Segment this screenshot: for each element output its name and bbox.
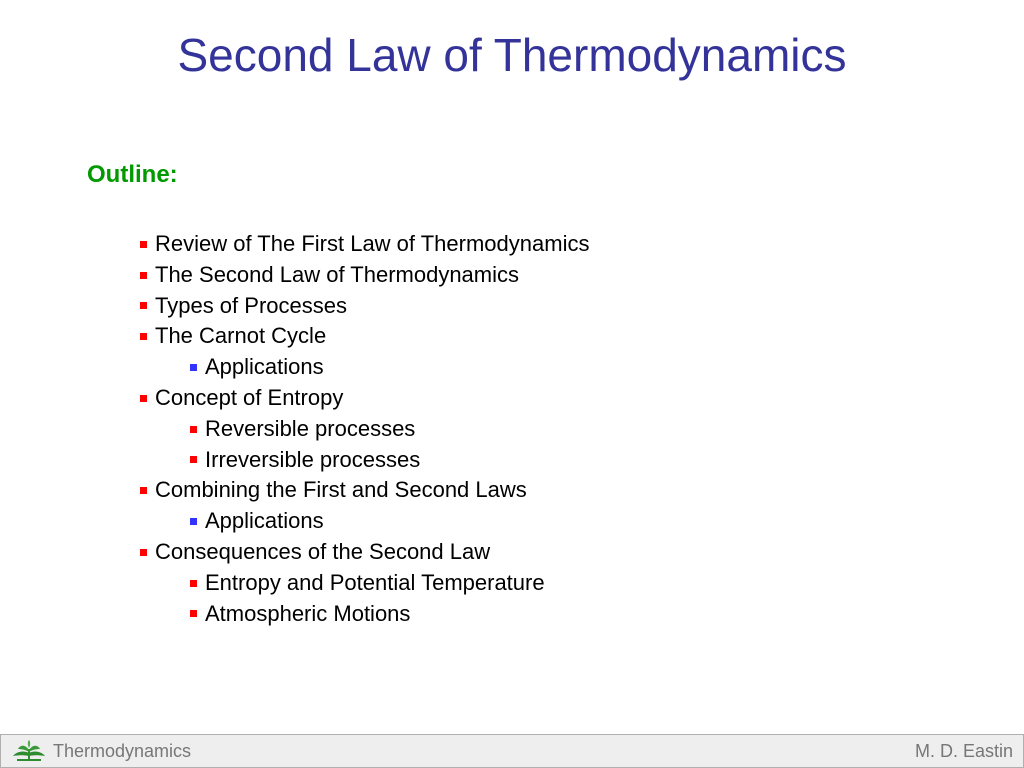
- bullet-icon: [140, 487, 147, 494]
- outline-item: [140, 537, 589, 568]
- footer-author: M. D. Eastin: [914, 740, 1013, 761]
- outline-item-text: The Carnot Cycle: [155, 323, 327, 349]
- outline-item-text: Reversible processes: [205, 415, 416, 441]
- outline-item-text: Applications: [205, 508, 324, 534]
- bullet-icon: [190, 610, 197, 617]
- outline-item-text: Consequences of the Second Law: [155, 538, 491, 564]
- footer-course-title: Thermodynamics: [53, 740, 192, 761]
- outline-item-text: Combining the First and Second Laws: [155, 477, 527, 503]
- bullet-icon: [190, 456, 197, 463]
- bullet-icon: [190, 426, 197, 433]
- outline-item: [140, 291, 589, 322]
- outline-item: [140, 445, 589, 476]
- green-plant-logo-icon: [11, 740, 47, 762]
- outline-item-text: Entropy and Potential Temperature: [205, 569, 545, 595]
- outline-item: [140, 260, 589, 291]
- bullet-icon: [190, 518, 197, 525]
- bullet-icon: [140, 302, 147, 309]
- bullet-icon: [190, 580, 197, 587]
- bullet-icon: [140, 549, 147, 556]
- outline-item-text: Concept of Entropy: [155, 384, 344, 410]
- outline-item: [140, 568, 589, 599]
- outline-item: [140, 475, 589, 506]
- bullet-icon: [140, 241, 147, 248]
- outline-item-text: Applications: [205, 354, 324, 380]
- outline-item: [140, 383, 589, 414]
- outline-heading: Outline:: [87, 161, 178, 188]
- outline-item-text: The Second Law of Thermodynamics: [155, 261, 519, 287]
- outline-list: [140, 229, 589, 629]
- outline-item: [140, 506, 589, 537]
- footer-right: [915, 741, 1023, 762]
- outline-item-text: Irreversible processes: [205, 446, 421, 472]
- bullet-icon: [140, 395, 147, 402]
- outline-item: [140, 352, 589, 383]
- bullet-icon: [140, 333, 147, 340]
- outline-item-text: Types of Processes: [155, 292, 347, 318]
- outline-item-text: Atmospheric Motions: [205, 600, 411, 626]
- footer-bar: [0, 734, 1024, 768]
- outline-item-text: Review of The First Law of Thermodynamics: [155, 231, 590, 256]
- outline-item: [140, 321, 589, 352]
- outline-item: [140, 599, 589, 630]
- bullet-icon: [190, 364, 197, 371]
- bullet-icon: [140, 272, 147, 279]
- slide-title: Second Law of Thermodynamics: [177, 29, 847, 81]
- outline-item: [140, 229, 589, 260]
- footer-left: [1, 740, 191, 762]
- outline-item: [140, 414, 589, 445]
